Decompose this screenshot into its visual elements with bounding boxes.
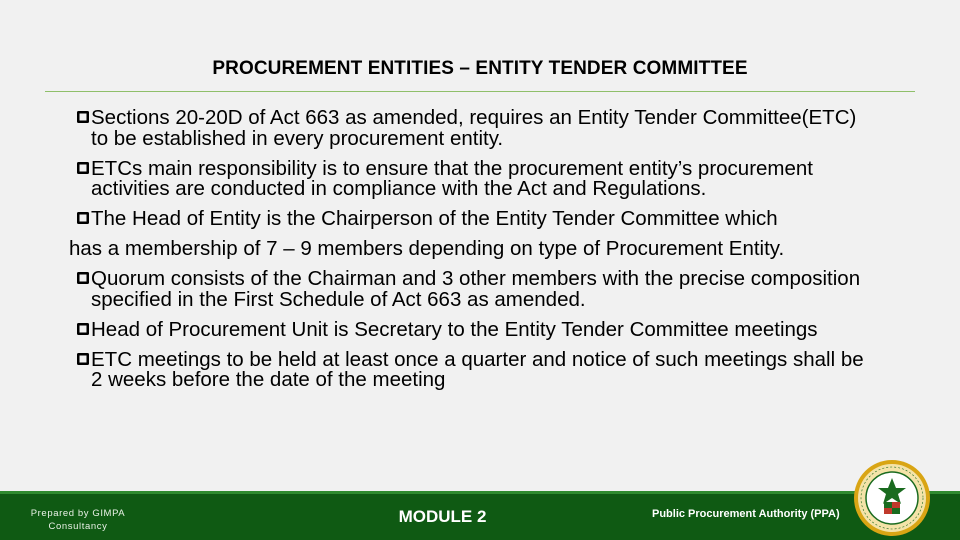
prepared-by-line2: Consultancy bbox=[48, 521, 108, 532]
bullet-list bbox=[69, 106, 876, 400]
bullet-text: Sections 20-20D of Act 663 as amended, requires an Entity Tender Committee(ETC) to be established in every procurement entity. bbox=[91, 106, 857, 150]
bullet-text: ETC meetings to be held at least once a quarter and notice of such meetings shall be 2 weeks before the date of the meeting bbox=[91, 347, 864, 391]
bullet-continuation bbox=[61, 239, 876, 260]
bullet-text: has a membership of 7 – 9 members depending on type of Procurement Entity. bbox=[69, 237, 785, 260]
module-label: MODULE 2 bbox=[398, 507, 487, 526]
bullet-item bbox=[76, 269, 876, 310]
bullet-text: Head of Procurement Unit is Secretary to the Entity Tender Committee meetings bbox=[91, 317, 818, 341]
authority-name: Public Procurement Authority (PPA) bbox=[652, 508, 840, 520]
slide-title: PROCUREMENT ENTITIES – ENTITY TENDER COMMITTEE bbox=[212, 58, 748, 79]
title-divider bbox=[45, 91, 915, 92]
bullet-text: The Head of Entity is the Chairperson of the Entity Tender Committee which bbox=[91, 207, 778, 230]
ppa-seal-logo bbox=[852, 458, 932, 538]
bullet-item bbox=[76, 108, 876, 149]
checkbox-bullet-icon bbox=[76, 271, 90, 285]
checkbox-bullet-icon bbox=[76, 352, 90, 366]
bullet-text: Quorum consists of the Chairman and 3 other members with the precise composition specified in the First Schedule of Act 663 as amended. bbox=[91, 267, 861, 311]
checkbox-bullet-icon bbox=[76, 322, 90, 336]
bullet-item bbox=[76, 209, 876, 230]
bullet-text: ETCs main responsibility is to ensure that the procurement entity’s procurement activities are conducted in compliance with the Act and Regulations. bbox=[91, 156, 814, 200]
bullet-item bbox=[76, 347, 876, 391]
prepared-by-line1: Prepared by GIMPA bbox=[30, 508, 126, 519]
bullet-item bbox=[76, 156, 876, 200]
bullet-item bbox=[76, 317, 876, 341]
checkbox-bullet-icon bbox=[76, 211, 90, 225]
footer-accent-line bbox=[0, 491, 960, 494]
checkbox-bullet-icon bbox=[76, 110, 90, 124]
checkbox-bullet-icon bbox=[76, 161, 90, 175]
